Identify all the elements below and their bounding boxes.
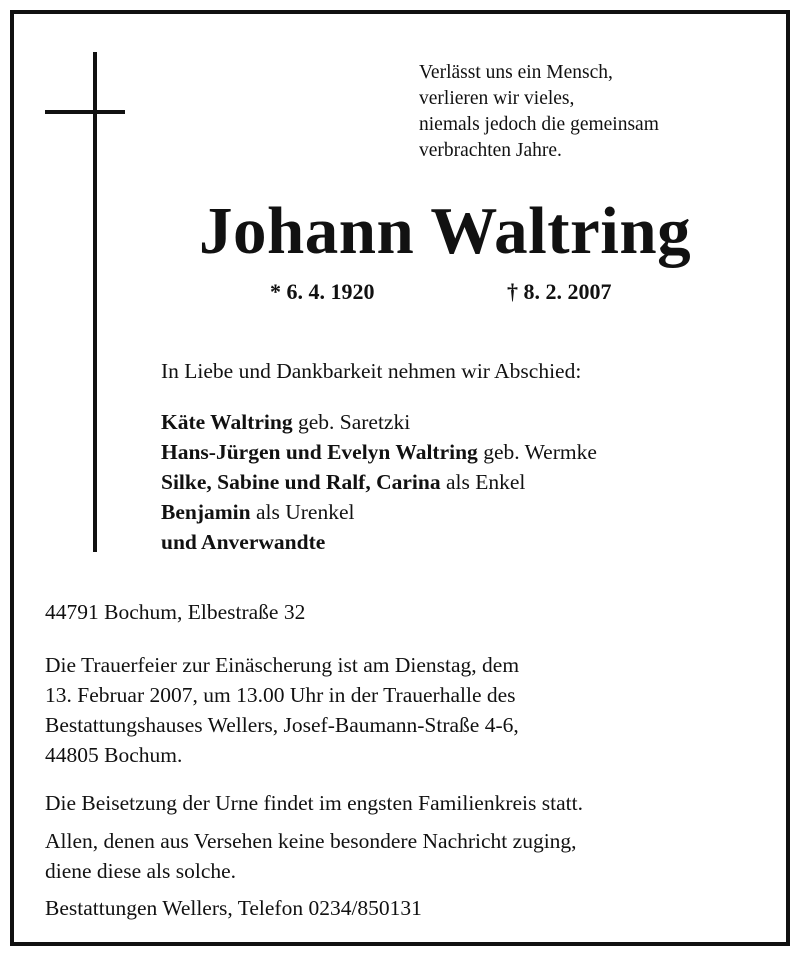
quote-line: verlieren wir vieles, [419, 88, 575, 109]
notice-line: diene diese als solche. [45, 859, 237, 883]
mourner-row [161, 407, 597, 437]
notice-line: Allen, denen aus Versehen keine besondere Nachricht zuging, [45, 829, 577, 853]
family-address: 44791 Bochum, Elbestraße 32 [45, 600, 306, 624]
mourner-name: Käte Waltring [161, 410, 293, 434]
burial-note: Die Beisetzung der Urne findet im engsten Familienkreis statt. [45, 791, 583, 815]
mourner-name: Silke, Sabine und Ralf, Carina [161, 470, 441, 494]
notification-note [45, 826, 577, 886]
ceremony-line: Bestattungshauses Wellers, Josef-Baumann-Straße 4-6, [45, 713, 519, 737]
mourner-row [161, 497, 597, 527]
cross-icon-vertical [93, 52, 97, 552]
ceremony-line: 44805 Bochum. [45, 743, 183, 767]
ceremony-details [45, 650, 519, 770]
mourner-row [161, 437, 597, 467]
memorial-quote [419, 60, 659, 164]
mourner-name: und Anverwandte [161, 530, 326, 554]
birth-date: * 6. 4. 1920 [270, 279, 375, 304]
mourner-relation: als Enkel [440, 470, 526, 494]
quote-line: Verlässt uns ein Mensch, [419, 62, 613, 83]
ceremony-line: Die Trauerfeier zur Einäscherung ist am Dienstag, dem [45, 653, 520, 677]
quote-line: niemals jedoch die gemeinsam [419, 114, 659, 135]
mourner-row [161, 467, 597, 497]
mourner-relation: als Urenkel [250, 500, 355, 524]
ceremony-line: 13. Februar 2007, um 13.00 Uhr in der Trauerhalle des [45, 683, 516, 707]
mourner-row [161, 527, 597, 557]
cross-icon-horizontal [45, 110, 125, 114]
death-date: † 8. 2. 2007 [507, 279, 612, 304]
quote-line: verbrachten Jahre. [419, 140, 562, 161]
deceased-name: Johann Waltring [199, 194, 692, 268]
farewell-line: In Liebe und Dankbarkeit nehmen wir Abschied: [161, 359, 582, 383]
obituary-frame [10, 10, 790, 946]
mourner-name: Hans-Jürgen und Evelyn Waltring [161, 440, 478, 464]
funeral-home-contact: Bestattungen Wellers, Telefon 0234/850131 [45, 896, 422, 920]
mourner-name: Benjamin [161, 500, 251, 524]
mourner-relation: geb. Saretzki [292, 410, 411, 434]
mourner-relation: geb. Wermke [477, 440, 597, 464]
mourners-list [161, 407, 597, 557]
